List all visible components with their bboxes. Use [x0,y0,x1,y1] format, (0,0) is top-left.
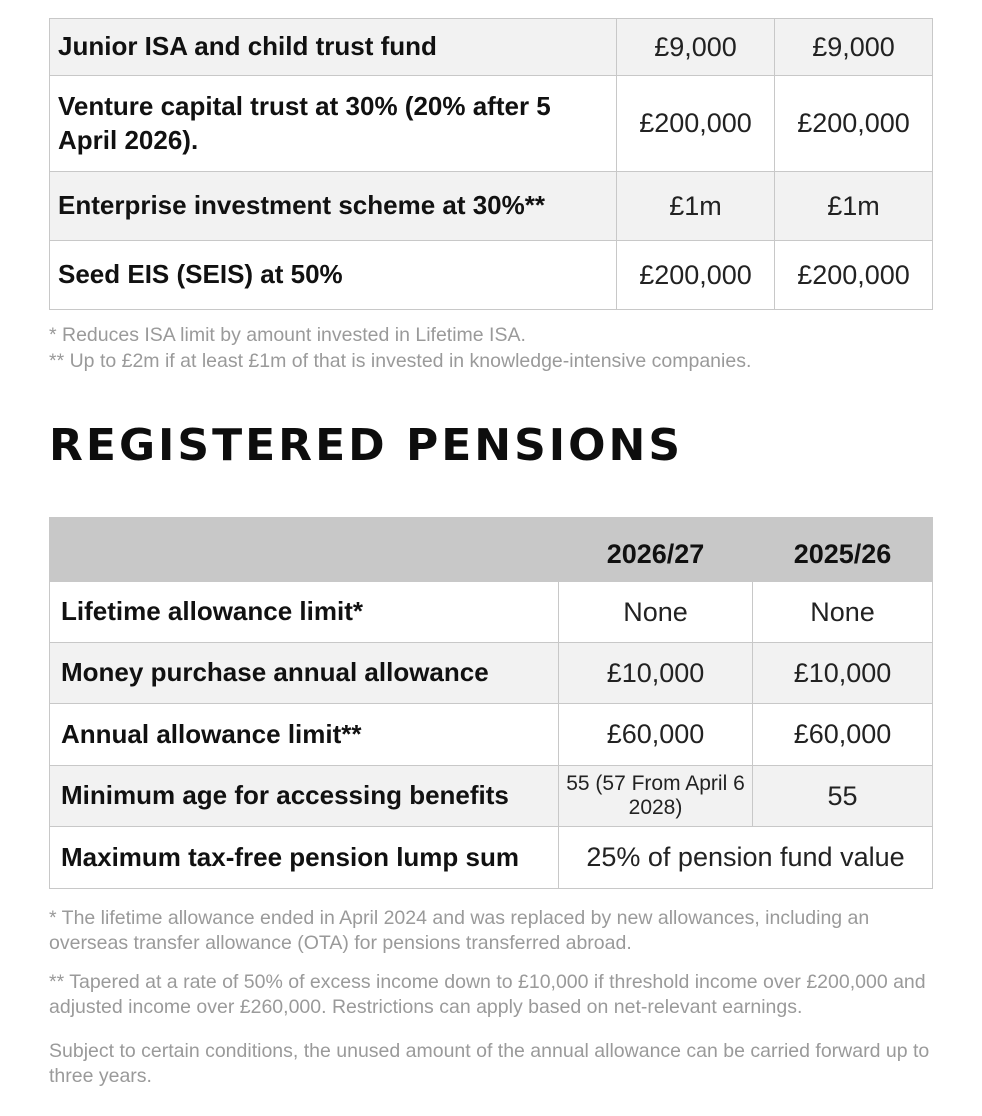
value-cell: £60,000 [559,704,753,766]
value-cell: £10,000 [753,643,933,704]
value-cell: None [753,582,933,643]
investments-table [49,18,933,310]
footnote: ** Tapered at a rate of 50% of excess income down to £10,000 if threshold income over £200,000 and adjusted income over £260,000. Restrictions can apply based on net-relevant earnings. [49,971,926,1018]
column-header: 2026/27 [559,518,753,582]
value-cell: £10,000 [559,643,753,704]
table-row [50,241,933,310]
row-label: Annual allowance limit** [50,704,559,766]
column-header: 2025/26 [753,518,933,582]
row-label: Enterprise investment scheme at 30%** [50,172,617,241]
table-row [50,643,933,704]
row-label: Maximum tax-free pension lump sum [50,827,559,889]
table-row [50,766,933,827]
table-row [50,19,933,76]
label-part-bold: 30% (20% [345,90,466,121]
footnote: Subject to certain conditions, the unused amount of the annual allowance can be carried forward up to three years. [49,1040,930,1087]
row-label: Money purchase annual allowance [50,643,559,704]
footnote: ** Up to £2m if at least £1m of that is invested in knowledge-intensive companies. [49,350,752,372]
value-cell: £200,000 [775,241,933,310]
header-empty [50,518,559,582]
value-cell: £60,000 [753,704,933,766]
table-row [50,76,933,172]
row-label: Seed EIS (SEIS) at 50% [50,241,617,310]
pensions-table [49,517,933,889]
section-title: REGISTERED PENSIONS [49,420,684,471]
table-header-row [50,518,933,582]
footnote: * The lifetime allowance ended in April 2024 and was replaced by new allowances, including an overseas transfer allowance (OTA) for pensions transferred abroad. [49,907,870,954]
value-cell: 55 [753,766,933,827]
merged-value-cell: 25% of pension fund value [559,827,933,889]
label-part: Venture capital trust at [58,90,346,121]
table-row [50,827,933,889]
investment-notes [49,322,949,374]
row-label: Lifetime allowance limit* [50,582,559,643]
value-cell: £9,000 [617,19,775,76]
footnote: * Reduces ISA limit by amount invested in Lifetime ISA. [49,324,526,346]
value-cell: 55 (57 From April 6 2028) [559,766,753,827]
row-label: Minimum age for accessing benefits [50,766,559,827]
value-cell: None [559,582,753,643]
row-label: Junior ISA and child trust fund [50,19,617,76]
table-row [50,582,933,643]
label-part: after 5 April 2026). [58,90,551,155]
row-label [50,76,617,172]
value-cell: £1m [617,172,775,241]
table-row [50,704,933,766]
value-cell: £9,000 [775,19,933,76]
value-cell: £200,000 [617,241,775,310]
value-cell: £200,000 [775,76,933,172]
value-cell: £200,000 [617,76,775,172]
table-row [50,172,933,241]
value-cell: £1m [775,172,933,241]
